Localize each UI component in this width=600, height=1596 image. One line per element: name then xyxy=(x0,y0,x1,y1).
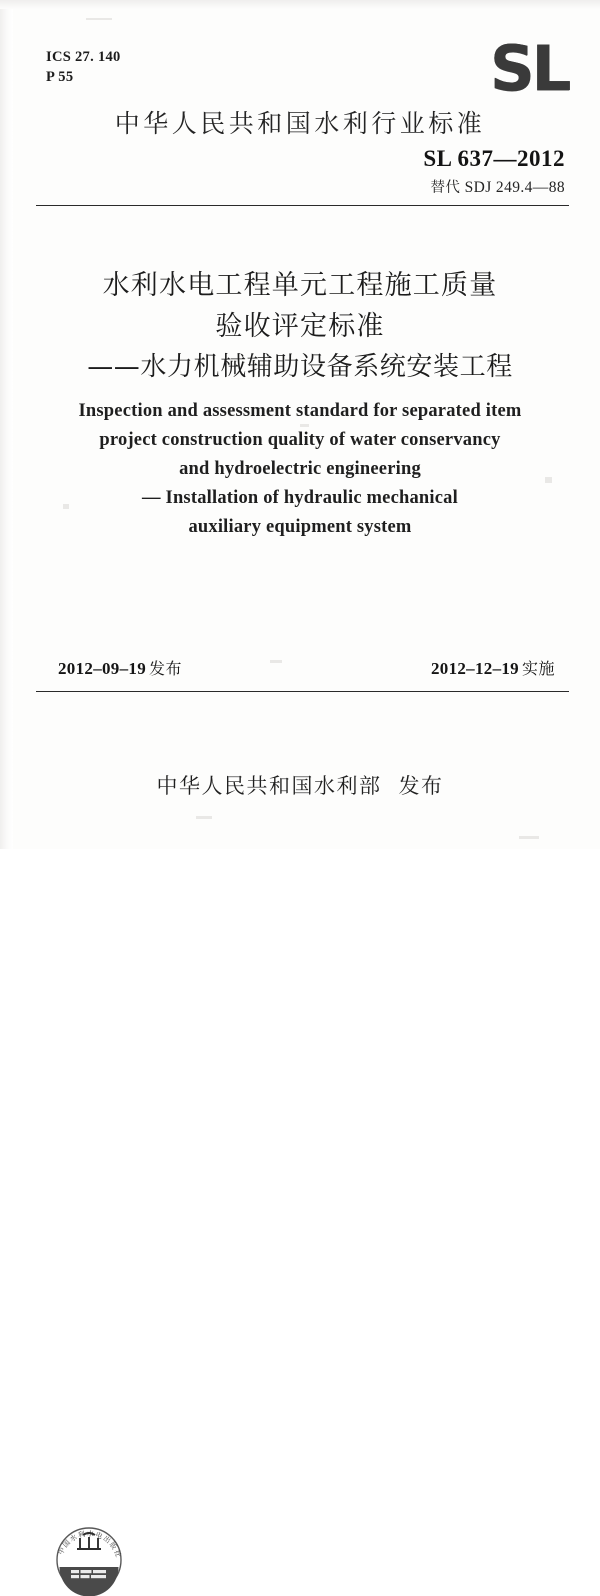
publisher-action: 发布 xyxy=(398,774,444,798)
classification-code: P 55 xyxy=(46,69,74,85)
title-chinese-line-1: 水利水电工程单元工程施工质量 xyxy=(102,270,498,301)
title-english-line-1: Inspection and assessment standard for separated item xyxy=(78,401,522,421)
title-english-line-4: — Installation of hydraulic mechanical xyxy=(142,488,458,508)
title-english-line-3: and hydroelectric engineering xyxy=(179,459,421,479)
effective-date-block xyxy=(431,656,569,679)
document-classification-block xyxy=(46,47,121,87)
publisher-name: 中华人民共和国水利部 xyxy=(156,774,382,798)
issue-date: 2012–09–19 xyxy=(58,659,146,678)
divider-rule-bottom xyxy=(36,691,569,692)
divider-rule-top xyxy=(36,205,569,206)
title-english xyxy=(0,397,600,542)
replaces-label: 替代 xyxy=(430,180,461,196)
standard-number-block xyxy=(423,146,565,197)
issue-date-label: 发布 xyxy=(149,659,183,678)
title-english-line-2: project construction quality of water conservancy xyxy=(99,430,501,450)
ministry-seal-icon xyxy=(52,1524,126,1596)
title-chinese-line-3: ——水力机械辅助设备系统安装工程 xyxy=(87,352,513,382)
replaced-standard xyxy=(423,176,565,197)
issue-date-block xyxy=(36,656,182,679)
scan-edge-artifact-top xyxy=(0,0,600,9)
sl-standard-logo: SL xyxy=(489,32,568,105)
publication-dates xyxy=(36,656,569,679)
title-chinese xyxy=(0,265,600,388)
title-chinese-line-2: 验收评定标准 xyxy=(215,311,385,342)
effective-date: 2012–12–19 xyxy=(430,659,519,678)
title-english-line-5: auxiliary equipment system xyxy=(188,517,412,537)
publisher-line xyxy=(0,770,600,800)
ics-code: ICS 27. 140 xyxy=(46,49,121,65)
replaces-code: SDJ 249.4—88 xyxy=(464,179,565,196)
publisher-footer xyxy=(0,760,600,1560)
scan-speck xyxy=(86,18,112,20)
standard-number: SL 637—2012 xyxy=(423,146,565,171)
svg-text:中国水利水电出版社: 中国水利水电出版社 xyxy=(56,1529,123,1560)
issuing-organization-header: 中华人民共和国水利行业标准 xyxy=(114,109,486,138)
effective-date-label: 实施 xyxy=(521,659,555,678)
